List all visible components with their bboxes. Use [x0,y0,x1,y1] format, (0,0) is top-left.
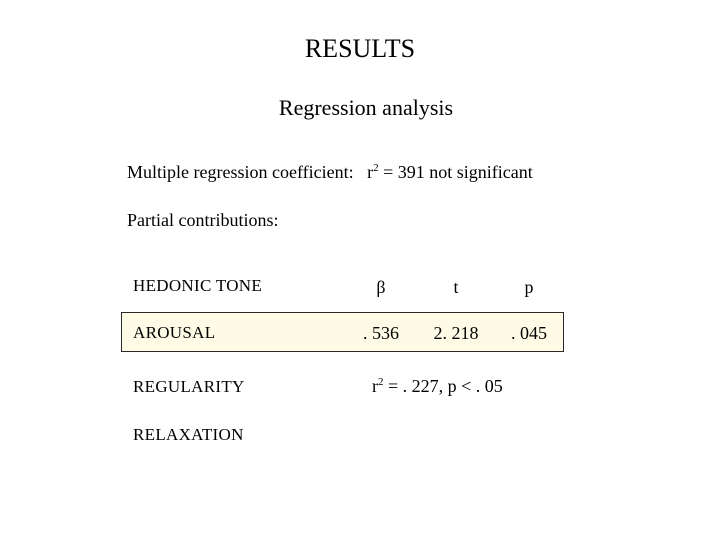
header-p: p [524,277,534,297]
overall-fit-r: r [372,376,378,396]
multiple-regression-label: Multiple regression coefficient: [127,162,354,182]
page-subtitle: Regression analysis [278,95,454,120]
page-title: RESULTS [304,34,416,63]
multiple-regression-line [127,162,533,183]
variable-hedonic-tone: HEDONIC TONE [133,276,263,295]
overall-fit-r-exponent: 2 [378,376,384,388]
overall-fit-line [372,376,503,397]
arousal-p-value: . 045 [511,323,547,343]
multiple-regression-r: r [367,162,374,182]
multiple-regression-value: = 391 not significant [378,162,533,182]
header-beta: β [376,277,386,297]
partial-contributions-label: Partial contributions: [127,210,279,230]
arousal-beta-value: . 536 [363,323,399,343]
overall-fit-value: = . 227, p < . 05 [383,376,503,396]
variable-arousal: AROUSAL [133,323,216,342]
multiple-regression-r-exponent: 2 [373,162,379,174]
header-t: t [453,277,459,297]
variable-regularity: REGULARITY [133,377,245,396]
arousal-t-value: 2. 218 [433,323,479,343]
variable-relaxation: RELAXATION [133,425,244,444]
